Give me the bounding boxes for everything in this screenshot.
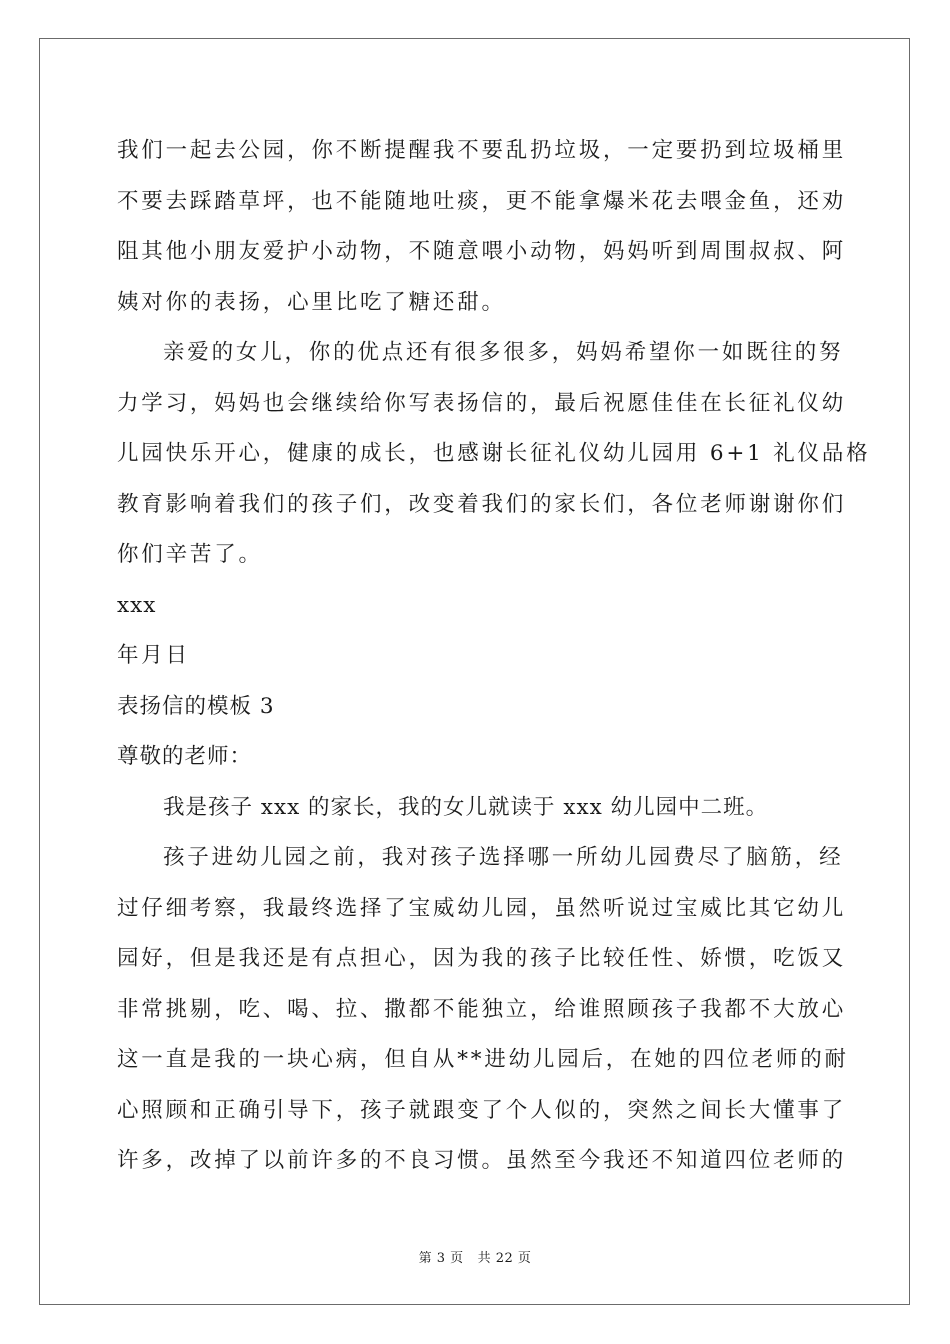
letter-body <box>117 126 871 1187</box>
signature-name: xxx <box>117 592 157 618</box>
text-line: 儿园快乐开心，健康的成长，也感谢长征礼仪幼儿园用 6+1 礼仪品格 <box>117 441 871 466</box>
salutation: 尊敬的老师： <box>117 744 253 769</box>
text-line: 你们辛苦了。 <box>117 542 263 567</box>
text-line: 心照顾和正确引导下，孩子就跟变了个人似的，突然之间长大懂事了 <box>117 1097 847 1123</box>
page-footer <box>0 1247 950 1266</box>
section-heading: 表扬信的模板 3 <box>117 693 275 719</box>
text-line: 许多，改掉了以前许多的不良习惯。虽然至今我还不知道四位老师的 <box>117 1148 847 1173</box>
page-number: 第 3 页 <box>418 1251 464 1266</box>
text-line: 非常挑剔，吃、喝、拉、撒都不能独立，给谁照顾孩子我都不大放心 <box>117 996 847 1022</box>
signature-date: 年月日 <box>117 643 190 668</box>
paragraph-start-line: 孩子进幼儿园之前，我对孩子选择哪一所幼儿园费尽了脑筋，经 <box>163 845 844 870</box>
paragraph-start-line: 我是孩子 xxx 的家长，我的女儿就读于 xxx 幼儿园中二班。 <box>163 794 769 820</box>
paragraph-start-line: 亲爱的女儿，你的优点还有很多很多，妈妈希望你一如既往的努 <box>163 340 844 365</box>
text-line: 过仔细考察，我最终选择了宝威幼儿园，虽然听说过宝威比其它幼儿 <box>117 895 847 921</box>
text-line: 园好，但是我还是有点担心，因为我的孩子比较任性、娇惯，吃饭又 <box>117 946 847 971</box>
text-line: 力学习，妈妈也会继续给你写表扬信的，最后祝愿佳佳在长征礼仪幼 <box>117 390 847 416</box>
text-line: 阻其他小朋友爱护小动物，不随意喂小动物，妈妈听到周围叔叔、阿 <box>117 239 847 264</box>
text-line: 教育影响着我们的孩子们，改变着我们的家长们，各位老师谢谢你们 <box>117 491 847 517</box>
text-line: 姨对你的表扬，心里比吃了糖还甜。 <box>117 289 506 315</box>
text-line: 这一直是我的一块心病，但自从**进幼儿园后，在她的四位老师的耐 <box>117 1047 849 1072</box>
page-total: 共 22 页 <box>477 1251 532 1266</box>
text-line: 我们一起去公园，你不断提醒我不要乱扔垃圾，一定要扔到垃圾桶里 <box>117 138 847 163</box>
text-line: 不要去踩踏草坪，也不能随地吐痰，更不能拿爆米花去喂金鱼，还劝 <box>117 188 847 214</box>
